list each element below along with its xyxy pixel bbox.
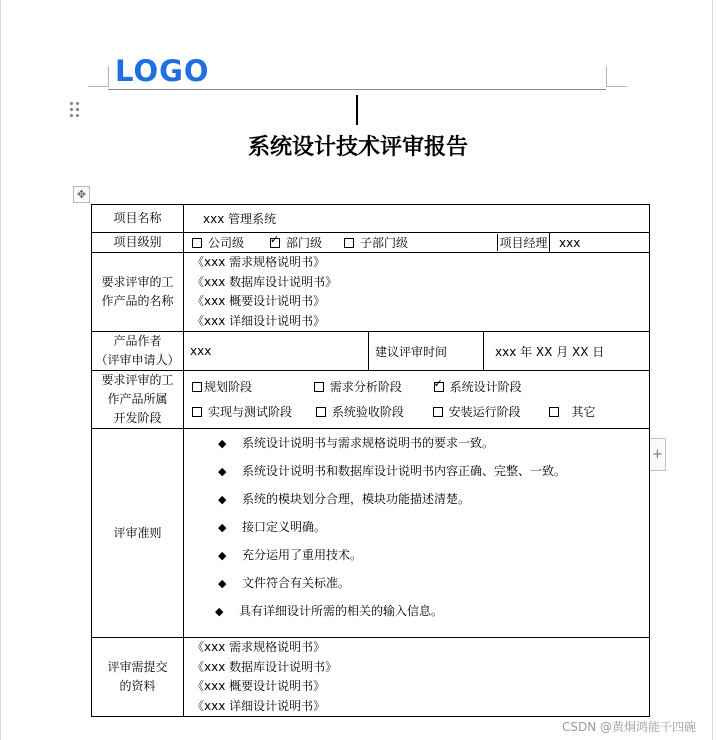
project-manager-value[interactable]: xxx <box>550 233 650 253</box>
stage-option-system-design[interactable]: ✓ 系统设计阶段 <box>434 375 522 400</box>
add-column-icon[interactable]: + <box>649 438 666 471</box>
checkbox-checked-icon[interactable] <box>434 382 444 392</box>
list-item: ◆ 具有详细设计所需的相关的输入信息。 <box>215 597 649 625</box>
diamond-bullet-icon: ◆ <box>218 549 227 562</box>
diamond-bullet-icon: ◆ <box>218 437 227 450</box>
list-item: 《xxx 概要设计说明书》 <box>192 294 326 308</box>
list-item: 《xxx 概要设计说明书》 <box>192 679 326 693</box>
header-rule <box>108 89 606 90</box>
stage-option-other[interactable]: 其它 <box>549 400 595 425</box>
document-title[interactable]: 系统设计技术评审报告 <box>247 134 468 160</box>
list-item: 《xxx 数据库设计说明书》 <box>192 659 338 674</box>
list-item: 《xxx 需求规格说明书》 <box>192 640 326 654</box>
review-time-value[interactable]: xxx 年 XX 月 XX 日 <box>484 332 650 371</box>
author-label: 产品作者 （评审申请人） <box>92 332 184 371</box>
stage-option-implementation[interactable]: 实现与测试阶段 <box>192 400 312 425</box>
list-item: ◆ 系统的模块划分合理，模块功能描述清楚。 <box>218 485 649 513</box>
checkbox-icon[interactable] <box>433 407 443 417</box>
stage-option-deployment[interactable]: 安装运行阶段 <box>433 400 546 425</box>
review-table <box>91 204 650 717</box>
level-option-company[interactable]: 公司级 <box>192 234 270 251</box>
diamond-bullet-icon: ◆ <box>218 465 227 478</box>
list-item: 《xxx 数据库设计说明书》 <box>192 274 338 289</box>
project-level-label: 项目级别 <box>92 233 184 253</box>
stage-label: 要求评审的工 作产品所属 开发阶段 <box>92 371 184 429</box>
review-products-list[interactable] <box>184 253 650 332</box>
row-stage <box>92 371 650 429</box>
diamond-bullet-icon: ◆ <box>218 521 227 534</box>
review-time-label: 建议评审时间 <box>369 332 484 371</box>
project-manager-label: 项目经理 <box>497 234 549 251</box>
checkbox-icon[interactable] <box>192 382 202 392</box>
stage-option-requirements[interactable]: 需求分析阶段 <box>314 375 430 400</box>
level-option-department[interactable]: ✓ 部门级 <box>270 234 344 251</box>
list-item: 《xxx 需求规格说明书》 <box>192 255 326 269</box>
row-project-level <box>92 233 650 253</box>
text-cursor <box>356 95 358 125</box>
project-name-value[interactable]: xxx 管理系统 <box>184 205 650 233</box>
checkbox-checked-icon[interactable] <box>270 238 280 248</box>
stage-option-acceptance[interactable]: 系统验收阶段 <box>316 400 429 425</box>
level-option-sub-department[interactable]: 子部门级 <box>344 234 408 251</box>
list-item: ◆ 系统设计说明书与需求规格说明书的要求一致。 <box>218 429 649 457</box>
diamond-bullet-icon: ◆ <box>218 577 227 590</box>
row-criteria <box>92 429 650 638</box>
list-item: 《xxx 详细设计说明书》 <box>192 698 326 713</box>
stage-option-planning[interactable]: 规划阶段 <box>192 375 310 400</box>
row-project-name <box>92 205 650 233</box>
list-item: 《xxx 详细设计说明书》 <box>192 313 326 328</box>
row-review-products <box>92 253 650 332</box>
checkbox-icon[interactable] <box>316 407 326 417</box>
diamond-bullet-icon: ◆ <box>218 493 227 506</box>
page-edge-right <box>712 0 713 740</box>
materials-list[interactable] <box>184 638 650 717</box>
page-edge-left <box>0 0 1 740</box>
materials-label: 评审需提交 的资料 <box>92 638 184 717</box>
header-margin-corner-left <box>88 66 109 87</box>
checkbox-icon[interactable] <box>192 238 202 248</box>
criteria-list[interactable] <box>184 429 650 638</box>
checkbox-icon[interactable] <box>549 407 559 417</box>
project-name-label: 项目名称 <box>92 205 184 233</box>
table-move-handle-icon[interactable]: ✥ <box>73 186 90 203</box>
review-products-label: 要求评审的工 作产品的名称 <box>92 253 184 332</box>
header-margin-corner-right <box>606 66 627 87</box>
list-item: ◆ 文件符合有关标准。 <box>218 569 649 597</box>
list-item: ◆ 系统设计说明书和数据库设计说明书内容正确、完整、一致。 <box>218 457 649 485</box>
drag-grip-icon[interactable] <box>70 102 80 118</box>
list-item: ◆ 接口定义明确。 <box>218 513 649 541</box>
watermark: CSDN @黄炯鸿能干四碗 <box>562 720 697 734</box>
criteria-label: 评审准则 <box>92 429 184 638</box>
row-author <box>92 332 650 371</box>
checkbox-icon[interactable] <box>344 238 354 248</box>
list-item: ◆ 充分运用了重用技术。 <box>218 541 649 569</box>
company-logo: LOGO <box>115 54 210 88</box>
diamond-bullet-icon: ◆ <box>215 605 224 618</box>
author-value[interactable]: xxx <box>184 332 369 371</box>
checkbox-icon[interactable] <box>192 407 202 417</box>
row-materials <box>92 638 650 717</box>
checkbox-icon[interactable] <box>314 382 324 392</box>
